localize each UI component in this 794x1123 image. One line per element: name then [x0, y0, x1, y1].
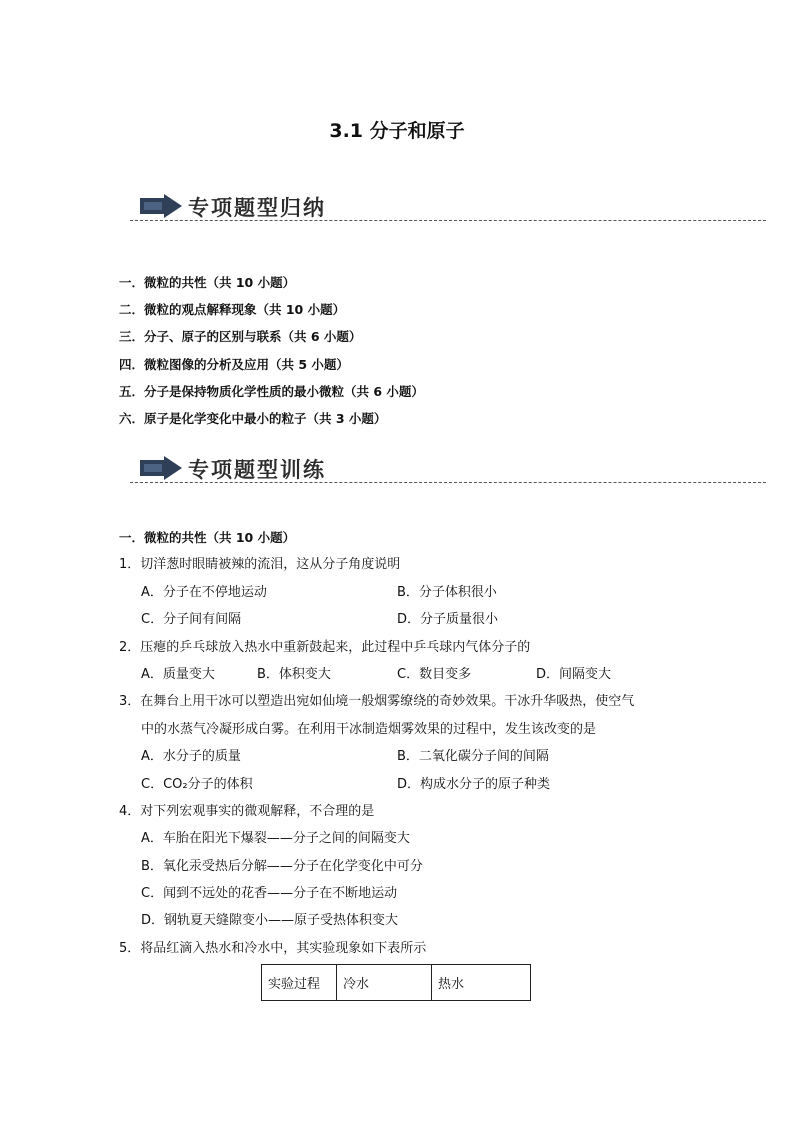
topic-item: 六．原子是化学变化中最小的粒子（共 3 小题） — [119, 410, 387, 426]
banner-label: 专项题型训练 — [188, 457, 326, 482]
experiment-table — [261, 964, 531, 1001]
table-header-cell: 冷水 — [337, 965, 432, 1001]
table-row — [262, 965, 531, 1001]
option-a: A．水分子的质量 — [141, 749, 241, 765]
question-stem: 2．压瘪的乒乓球放入热水中重新鼓起来，此过程中乒乓球内气体分子的 — [119, 639, 531, 655]
option-b: B．分子体积很小 — [397, 584, 497, 600]
option-b: B．二氧化碳分子间的间隔 — [397, 749, 549, 765]
topic-item: 一．微粒的共性（共 10 小题） — [119, 275, 296, 290]
banner-label: 专项题型归纳 — [188, 195, 326, 220]
option-row — [119, 665, 634, 692]
option-row — [119, 583, 634, 610]
option-c: C．CO₂分子的体积 — [141, 776, 253, 792]
dashed-divider — [130, 220, 766, 221]
option-c: C．闻到不远处的花香——分子在不断地运动 — [141, 886, 398, 902]
option-row — [119, 610, 634, 637]
page-title: 3.1 分子和原子 — [329, 120, 465, 142]
dashed-divider — [130, 482, 766, 483]
option-a: A．质量变大 — [141, 666, 215, 682]
option-c: C．分子间有间隔 — [141, 612, 242, 628]
section-heading: 一．微粒的共性（共 10 小题） — [119, 530, 296, 545]
table-header-cell: 实验过程 — [262, 965, 337, 1001]
option-d: D．间隔变大 — [536, 666, 612, 682]
question-stem: 4．对下列宏观事实的微观解释，不合理的是 — [119, 803, 375, 819]
topic-list — [119, 274, 424, 437]
option-d: D．构成水分子的原子种类 — [397, 776, 551, 792]
topic-item: 四．微粒图像的分析及应用（共 5 小题） — [119, 356, 349, 372]
arrow-icon — [140, 194, 182, 218]
option-c: C．数目变多 — [397, 666, 472, 682]
topic-item: 二．微粒的观点解释现象（共 10 小题） — [119, 302, 346, 318]
option-a: A．车胎在阳光下爆裂——分子之间的间隔变大 — [141, 831, 410, 847]
question-stem-continued: 中的水蒸气冷凝形成白雾。在利用干冰制造烟雾效果的过程中，发生该改变的是 — [141, 721, 597, 737]
option-b: B．氧化汞受热后分解——分子在化学变化中可分 — [141, 858, 423, 874]
topic-item: 五．分子是保持物质化学性质的最小微粒（共 6 小题） — [119, 383, 424, 399]
option-row — [119, 775, 634, 802]
option-a: A．分子在不停地运动 — [141, 584, 267, 600]
section-banner-summary — [130, 190, 766, 226]
question-stem: 1．切洋葱时眼睛被辣的流泪，这从分子角度说明 — [119, 557, 401, 573]
option-b: B．体积变大 — [257, 666, 331, 682]
section-banner-practice — [130, 452, 766, 488]
question-list — [119, 528, 634, 966]
topic-item: 三．分子、原子的区别与联系（共 6 小题） — [119, 329, 362, 345]
question-stem: 3．在舞台上用干冰可以塑造出宛如仙境一般烟雾缭绕的奇妙效果。干冰升华吸热，使空气 — [119, 694, 635, 710]
question-stem: 5．将品红滴入热水和冷水中，其实验现象如下表所示 — [119, 940, 427, 956]
table-header-cell: 热水 — [432, 965, 531, 1001]
option-d: D．钢轨夏天缝隙变小——原子受热体积变大 — [141, 913, 399, 929]
option-d: D．分子质量很小 — [397, 612, 499, 628]
option-row — [119, 747, 634, 774]
arrow-icon — [140, 456, 182, 480]
